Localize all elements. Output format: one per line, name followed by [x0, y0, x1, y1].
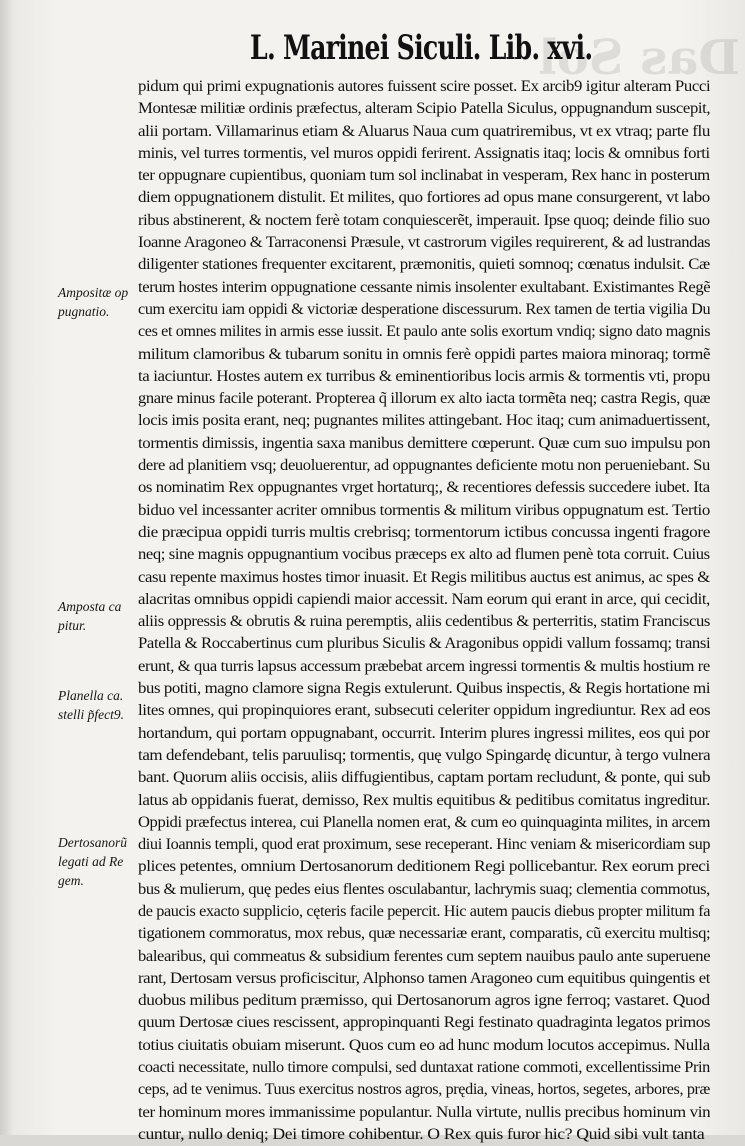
text-line: [138, 834, 710, 856]
text-line-content: diui Ioannis templi, quod erat proximum, sese receperant. Hinc veniam & misericordiam sup: [138, 836, 710, 854]
text-line: [138, 121, 710, 143]
text-line-content: de paucis exacto supplicio, cęteris facile pepercit. Hic autem paucis diebus propter militum fa: [138, 902, 710, 920]
text-line: [138, 633, 710, 655]
text-line: [138, 678, 710, 700]
text-line-content: die præcipua oppidi turris multis crebrisq; tormentorum ictibus concussa ingenti fragore: [138, 523, 710, 541]
text-line-content: balearibus, qui commeatus & subsidium ferentes cum septem nauibus paulo ante superuene: [138, 947, 710, 965]
body-text: [138, 76, 710, 1146]
text-line-content: alacritas omnibus oppidi capiendi maior accessit. Nam eorum qui erant in arce, qui cecidit,: [138, 590, 710, 608]
text-line-content: minis, vel turres tormentis, vel muros oppidi ferirent. Assignatis itaq; locis & omnibus forti: [138, 144, 710, 162]
text-line-content: cum exercitu iam oppidi & victoriæ desperatione discessurum. Rex tamen de tertia vigilia Du: [138, 300, 710, 318]
text-line-content: ces et omnes milites in armis esse iussit. Et paulo ante solis exortum vndiq; signo dato magnis: [138, 323, 710, 341]
text-line-content: ter hominum mores immanissime populantur. Nulla virtute, nullis precibus hominum vin: [138, 1103, 710, 1121]
text-line-content: locis imis posita erant, neq; pugnantes milites attingebant. Hoc itaq; cum animaduertissent,: [138, 412, 710, 430]
text-line: [138, 388, 710, 410]
margin-note: [58, 597, 138, 635]
text-line: [138, 567, 710, 589]
text-line-content: Ioanne Aragoneo & Tarraconensi Præsule, vt castrorum vigiles requirerent, & ad lustrandas: [138, 234, 710, 252]
text-line-content: os nominatim Rex oppugnantes vrget hortaturq;, & recentiores defessis succedere iubet. Ita: [138, 479, 710, 497]
text-line: [138, 254, 710, 276]
text-line: [138, 210, 710, 232]
text-line: [138, 990, 710, 1012]
text-line-content: erunt, & qua turris lapsus accessum præbebat arcem ingressi tormentis & multis hostium re: [138, 657, 710, 675]
text-line: [138, 723, 710, 745]
text-line-content: tam defendebant, telis paruulisq; tormentis, quę vulgo Spingardę dicuntur, à tergo vulnera: [138, 746, 710, 764]
running-head: L. Marinei Siculi. Lib. xvi.: [250, 28, 593, 68]
text-line-content: biduo vel incessanter acriter omnibus tormentis & militum viribus oppugnatum est. Tertio: [138, 501, 710, 519]
text-line-content: latus ab oppidanis fuerat, demisso, Rex multis equitibus & peditibus comitatus ingreditur.: [138, 791, 710, 809]
margin-note-line: Planella ca.: [58, 688, 124, 703]
text-line-content: Patella & Roccabertinus cum pluribus Siculis & Aragonibus oppidi vallum fossamq; transi: [138, 635, 710, 653]
text-line: [138, 856, 710, 878]
text-line: [138, 187, 710, 209]
text-line: [138, 232, 710, 254]
text-line-content: Montesæ militiæ ordinis præfectus, alteram Scipio Patella Siculus, oppugnandum suscepit,: [138, 100, 710, 118]
text-line: [138, 812, 710, 834]
text-line-content: pidum qui primi expugnationis autores fuissent scire posset. Ex arcib9 igitur alteram Pucci: [138, 78, 710, 95]
margin-note: [58, 833, 138, 890]
margin-note-line: gem.: [58, 873, 84, 888]
text-line-content: casu repente maximus hostes timor inuasit. Et Regis militibus auctus est animus, ac spes &: [138, 568, 710, 586]
text-line: [138, 1012, 710, 1034]
text-line-content: militum clamoribus & tubarum sonitu in omnis ferè oppidi partes maiora minoraq; tormẽ: [138, 345, 710, 363]
text-line: [138, 500, 710, 522]
text-line-content: totius ciuitatis obuiam miserunt. Quos cum eo ad hunc modum locutos accepimus. Nulla: [138, 1036, 710, 1054]
text-line: [138, 968, 710, 990]
text-line: [138, 1102, 710, 1124]
text-line: [138, 1057, 710, 1079]
margin-note-line: pugnatio.: [58, 304, 110, 319]
text-line: [138, 1079, 710, 1101]
text-line: [138, 477, 710, 499]
margin-note-line: Ampositæ op: [58, 285, 129, 300]
margin-note: [58, 283, 138, 321]
text-line-content: diligenter stationes frequenter excitarent, præmonitis, quieti somnoq; cœnatus indulsit. Cæ: [138, 256, 710, 274]
show-through-text: Das Sol: [538, 30, 740, 86]
text-line-content: bant. Quorum aliis occisis, aliis diffugientibus, captam portam recludunt, & ponte, qui sub: [138, 769, 710, 787]
text-line: [138, 700, 710, 722]
text-line: [138, 410, 710, 432]
text-line: [138, 656, 710, 678]
text-line-content: bus & mulierum, quę pedes eius flentes osculabantur, lachrymis suaq; clementia commotus,: [138, 880, 710, 898]
text-line-content: hortandum, qui portam oppugnabant, occurrit. Interim plures ingressi milites, eos qui por: [138, 724, 710, 742]
text-line: [138, 143, 710, 165]
text-line-content: aliis oppressis & obrutis & ruina peremptis, aliis cedentibus & perterritis, statim Franciscus: [138, 613, 710, 631]
text-line: [138, 299, 710, 321]
text-line: [138, 98, 710, 120]
text-line-content: quum Dertosæ ciues rescissent, appropinquanti Regi festinato quadraginta legatos primos: [138, 1014, 710, 1032]
text-line: [138, 433, 710, 455]
text-line: [138, 790, 710, 812]
margin-note-line: Dertosanorũ: [58, 835, 128, 850]
text-line-content: tigationem commoratus, mox rebus, quæ necessariæ erant, comparatis, cũ exercitu multisq;: [138, 925, 710, 943]
text-line: [138, 901, 710, 923]
margin-note-line: stelli p̃fect9.: [58, 707, 124, 722]
text-line-content: lites omnes, qui propinquiores erant, subsecuti celeriter oppidum ingrediuntur. Rex ad eos: [138, 702, 710, 720]
text-line: [138, 522, 710, 544]
text-line-content: rant, Dertosam versus proficiscitur, Alphonso tamen Aragoneo cum equitibus quingentis et: [138, 969, 710, 987]
text-line: [138, 455, 710, 477]
text-line: [138, 923, 710, 945]
text-line-content: neq; sine magnis oppugnantium vocibus præceps ex alto ad flumen penè tota corruit. Cuius: [138, 546, 710, 564]
text-line: [138, 76, 710, 98]
margin-note-line: legati ad Re: [58, 854, 124, 869]
text-line: [138, 1035, 710, 1057]
text-line-content: coacti necessitate, nullo timore compulsi, sed duntaxat ratione commoti, excellentissime Prin: [138, 1059, 710, 1077]
text-line: [138, 344, 710, 366]
text-line-content: tormentis dimissis, ingentia saxa manibus demittere cœperunt. Quæ cum suo impulsu pon: [138, 434, 710, 452]
text-line-content: cuntur, nullo deniq; Dei timore cohibentur. O Rex quis furor hic? Quid sibi vult tanta: [138, 1125, 705, 1143]
margin-note-line: pitur.: [58, 618, 87, 633]
text-line-content: ta iaciuntur. Hostes autem ex turribus & eminentioribus locis armis & tormentis vti, propu: [138, 367, 710, 385]
text-line-content: alii portam. Villamarinus etiam & Aluarus Naua cum quatriremibus, vt ex vtraq; parte flu: [138, 122, 710, 140]
text-line: [138, 165, 710, 187]
text-line: [138, 544, 710, 566]
text-line-content: bus potiti, magno clamore signa Regis extulerunt. Quibus inspectis, & Regis hortatione mi: [138, 680, 710, 698]
text-line: [138, 879, 710, 901]
text-line: [138, 611, 710, 633]
text-line-content: ceps, ad te venimus. Tuus exercitus nostros agros, prędia, vineas, hortos, segetes, arbores, præ: [138, 1081, 710, 1099]
text-line: [138, 589, 710, 611]
text-line: [138, 366, 710, 388]
text-line: [138, 946, 710, 968]
margin-note-line: Amposta ca: [58, 599, 122, 614]
text-line-content: terum hostes interim oppugnatione cessante nimis insolenter exultabant. Existimantes Regẽ: [138, 278, 710, 296]
text-line: [138, 277, 710, 299]
text-line: [138, 767, 710, 789]
text-line-content: diem oppugnationem distulit. Et milites, quo fortiores ad opus mane consurgerent, vt labo: [138, 189, 710, 207]
text-line-content: Oppidi præfectus interea, cui Planella nomen erat, & cum eo quinquaginta milites, in arcem: [138, 813, 710, 831]
text-line: [138, 321, 710, 343]
text-line-content: plices petentes, omnium Dertosanorum deditionem Regi pollicebantur. Rex eorum preci: [138, 858, 710, 876]
margin-note: [58, 686, 138, 724]
text-line: [138, 745, 710, 767]
text-line-content: dere ad planitiem vsq; deuoluerentur, ad oppugnantes deficiente motu non perueniebant. Su: [138, 457, 710, 475]
text-line-content: gnare minus facile poterant. Propterea q̃ illorum ex alto iacta tormẽta neq; castra Regis, quæ: [138, 390, 710, 408]
text-line-content: duobus milibus peditum præmisso, qui Dertosanorum agros igne ferroq; vastaret. Quod: [138, 992, 710, 1010]
text-line-content: ribus abstinerent, & noctem ferè totam conquiescerẽt, imperauit. Ipse quoq; deinde filio suo: [138, 211, 710, 229]
text-line-content: ter oppugnare cupientibus, quoniam tum sol inclinabat in vesperam, Rex hanc in posterum: [138, 167, 710, 185]
